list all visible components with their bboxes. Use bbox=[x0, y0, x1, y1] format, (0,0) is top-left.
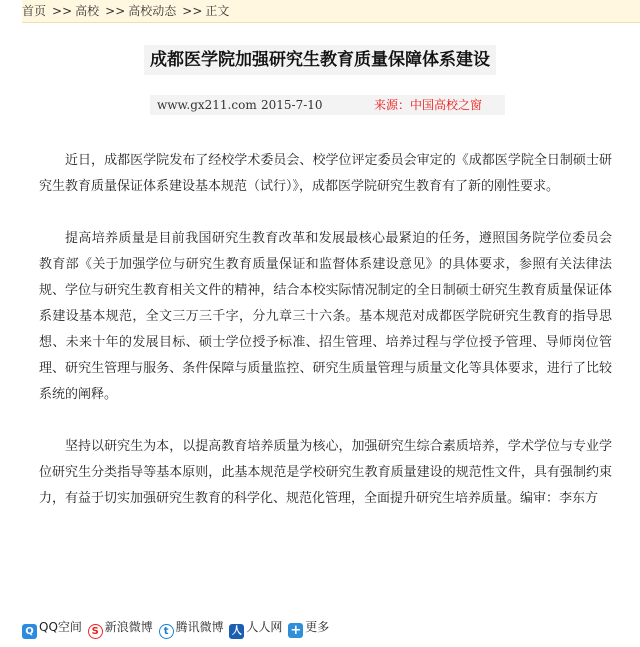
share-tencent-weibo-button[interactable] bbox=[159, 617, 224, 639]
share-sina-weibo-button[interactable] bbox=[88, 617, 153, 639]
article-paragraph: 近日，成都医学院发布了经校学术委员会、校学位评定委员会审定的《成都医学院全日制硕士研究生教育质量保证体系建设基本规范（试行）》，成都医学院研究生教育有了新的刚性要求。 bbox=[39, 153, 612, 194]
share-bar bbox=[22, 617, 331, 637]
renren-icon: 人 bbox=[229, 624, 244, 639]
share-label: 更多 bbox=[305, 620, 330, 634]
breadcrumb-universities-link[interactable]: 高校 bbox=[75, 4, 100, 18]
qzone-icon: Q bbox=[22, 624, 37, 639]
more-icon: + bbox=[288, 623, 303, 638]
article-title: 成都医学院加强研究生教育质量保障体系建设 bbox=[144, 45, 496, 75]
article-body bbox=[39, 148, 612, 538]
tencent-weibo-icon: t bbox=[159, 624, 174, 639]
breadcrumb-university-news-link[interactable]: 高校动态 bbox=[128, 4, 177, 18]
breadcrumb-current: 正文 bbox=[205, 4, 230, 18]
share-label: QQ空间 bbox=[39, 620, 82, 634]
breadcrumb-home-link[interactable]: 首页 bbox=[22, 4, 47, 18]
article-date: 2015-7-10 bbox=[261, 98, 323, 112]
breadcrumb bbox=[22, 0, 640, 23]
sina-weibo-icon: S bbox=[88, 624, 103, 639]
share-more-button[interactable] bbox=[288, 617, 329, 638]
share-label: 腾讯微博 bbox=[175, 620, 224, 634]
breadcrumb-separator: >> bbox=[52, 4, 73, 18]
share-label: 新浪微博 bbox=[104, 620, 153, 634]
breadcrumb-separator: >> bbox=[105, 4, 126, 18]
share-label: 人人网 bbox=[246, 620, 283, 634]
article-paragraph: 提高培养质量是目前我国研究生教育改革和发展最核心最紧迫的任务，遵照国务院学位委员会 教育部《关于加强学位与研究生教育质量保证和监督体系建设意见》的具体要求，参照有关法律法规、学位与研究生教育相关文件的精神，结合本校实际情况制定的全日制硕士研究生教育质量保证体系建设基本规范，全文三万三千字，分九章三十六条。基本规范对成都医学院研究生教育的指导思想、未来十年的发展目标、硕士学位授予标准、招生管理、培养过程与学位授予管理、导师岗位管理、研究生管理与服务、条件保障与质量监控、研究生质量管理与质量文化等具体要求，进行了比较系统的阐释。 bbox=[39, 231, 612, 402]
share-qzone-button[interactable] bbox=[22, 617, 82, 639]
article-site: www.gx211.com bbox=[157, 98, 257, 112]
article-header bbox=[0, 45, 640, 75]
share-renren-button[interactable] bbox=[229, 617, 282, 639]
article-meta bbox=[150, 95, 505, 115]
article-paragraph: 坚持以研究生为本，以提高教育培养质量为核心，加强研究生综合素质培养，学术学位与专业学位研究生分类指导等基本原则，此基本规范是学校研究生教育质量建设的规范性文件，具有强制约束力，有益于切实加强研究生教育的科学化、规范化管理，全面提升研究生培养质量。编审：李东方 bbox=[39, 439, 612, 506]
breadcrumb-separator: >> bbox=[182, 4, 203, 18]
article-source: 来源：中国高校之窗 bbox=[374, 98, 483, 112]
